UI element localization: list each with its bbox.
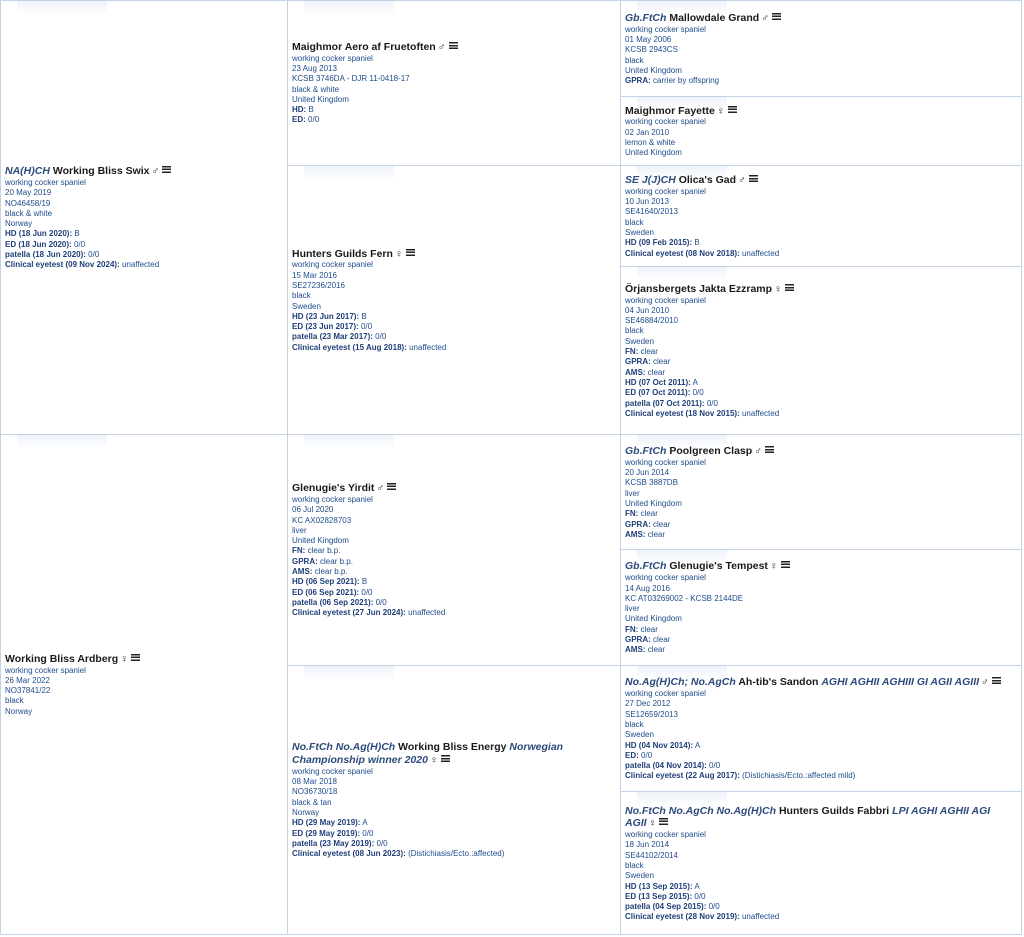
dog-registration: NO46458/19 xyxy=(5,198,51,208)
health-label: Clinical eyetest (18 Nov 2015): xyxy=(625,408,740,418)
dog-titles[interactable]: Gb.FtCh xyxy=(625,11,667,24)
health-label: Clinical eyetest (09 Nov 2024): xyxy=(5,260,120,270)
dog-name-link[interactable]: Mallowdale Grand xyxy=(669,11,760,24)
dog-dam-dam-dam xyxy=(625,805,1017,923)
health-value: B xyxy=(361,311,367,321)
health-value: clear b.p. xyxy=(320,556,353,566)
health-value: unaffected xyxy=(741,408,780,418)
male-icon: ♂ xyxy=(761,11,770,24)
dog-color: black xyxy=(625,326,644,336)
health-label: GPRA: xyxy=(625,357,651,367)
health-value: 0/0 xyxy=(706,398,718,408)
health-label: ED: xyxy=(292,115,306,125)
health-label: AMS: xyxy=(625,645,646,655)
health-value: clear b.p. xyxy=(314,566,348,576)
pedigree-cell-dam-sire-sire xyxy=(621,434,1022,549)
dog-name-link[interactable]: Hunters Guilds Fern xyxy=(292,247,393,260)
female-icon: ♀ xyxy=(429,754,438,767)
health-label: AMS: xyxy=(625,367,646,377)
dog-name-link[interactable]: Working Bliss Energy xyxy=(398,741,507,754)
male-icon: ♂ xyxy=(376,482,385,495)
hamburger-menu-icon[interactable] xyxy=(772,13,781,20)
health-value: clear b.p. xyxy=(307,546,341,556)
dog-country: United Kingdom xyxy=(625,614,682,624)
health-result xyxy=(625,76,1017,86)
dog-color: black xyxy=(5,696,24,706)
female-icon: ♀ xyxy=(716,104,725,117)
health-label: ED (06 Sep 2021): xyxy=(292,587,360,597)
health-result xyxy=(292,567,616,577)
health-result xyxy=(292,115,616,125)
dog-registration: SE41640/2013 xyxy=(625,207,678,217)
dog-title-suffix[interactable]: Norwegian Championship winner 2020 xyxy=(292,741,564,767)
health-value: 0/0 xyxy=(375,597,387,607)
dog-name-link[interactable]: Ah-tib's Sandon xyxy=(738,676,819,689)
health-result xyxy=(292,557,616,567)
dog-birth-date: 08 Mar 2018 xyxy=(292,777,337,787)
health-result xyxy=(625,249,1017,259)
health-result xyxy=(625,902,1017,912)
health-value: A xyxy=(362,818,368,828)
dog-registration: SE12659/2013 xyxy=(625,709,678,719)
dog-country: Norway xyxy=(5,219,33,229)
male-icon: ♂ xyxy=(738,173,746,186)
dog-country: Norway xyxy=(5,706,33,716)
dog-birth-date: 10 Jun 2013 xyxy=(625,197,670,207)
hamburger-menu-icon[interactable] xyxy=(387,483,396,490)
dog-registration: KCSB 3746DA - DJR 11-0418-17 xyxy=(292,74,410,84)
health-value: (Distichiasis/Ecto.:affected) xyxy=(408,849,505,859)
health-value: 0/0 xyxy=(375,332,387,342)
hamburger-menu-icon[interactable] xyxy=(406,249,415,256)
health-value: unaffected xyxy=(408,608,446,618)
health-label: FN: xyxy=(292,546,306,556)
health-label: HD (18 Jun 2020): xyxy=(5,229,73,239)
health-value: 0/0 xyxy=(692,388,704,398)
dog-titles[interactable]: No.FtCh No.AgCh No.Ag(H)Ch xyxy=(625,804,777,817)
hamburger-menu-icon[interactable] xyxy=(162,166,171,173)
health-result xyxy=(292,608,616,618)
dog-country: Sweden xyxy=(292,301,321,311)
hamburger-menu-icon[interactable] xyxy=(749,175,758,182)
health-label: ED: xyxy=(625,750,639,760)
dog-sire-dam xyxy=(292,248,616,353)
dog-title-suffix[interactable]: AGHI AGHII AGHIII GI AGII AGIII xyxy=(821,676,980,689)
health-label: Clinical eyetest (28 Nov 2019): xyxy=(625,912,740,922)
dog-birth-date: 23 Aug 2013 xyxy=(292,64,337,73)
dog-name-link[interactable]: Poolgreen Clasp xyxy=(669,444,753,457)
dog-breed: working cocker spaniel xyxy=(292,260,373,270)
health-result xyxy=(625,409,1017,419)
health-value: clear xyxy=(647,645,666,655)
health-result xyxy=(292,105,616,115)
health-label: patella (06 Sep 2021): xyxy=(292,597,374,607)
dog-dam-sire-sire xyxy=(625,445,1017,540)
dog-color: black & white xyxy=(5,208,53,218)
dog-name-link[interactable]: Working Bliss Swix xyxy=(52,165,150,178)
health-value: 0/0 xyxy=(708,902,720,912)
dog-breed: working cocker spaniel xyxy=(625,24,706,34)
health-value: 0/0 xyxy=(73,239,86,249)
dog-breed: working cocker spaniel xyxy=(292,766,373,776)
pedigree-cell-dam-dam-dam xyxy=(621,792,1022,935)
dog-titles[interactable]: Gb.FtCh xyxy=(625,444,667,457)
dog-titles[interactable]: SE J(J)CH xyxy=(625,173,676,186)
health-value: 0/0 xyxy=(709,761,721,771)
hamburger-menu-icon[interactable] xyxy=(659,818,668,825)
dog-breed: working cocker spaniel xyxy=(5,665,86,675)
health-value: B xyxy=(308,105,314,115)
health-label: HD: xyxy=(292,105,307,115)
health-result xyxy=(625,625,1017,635)
health-result xyxy=(625,751,1017,761)
dog-country: Norway xyxy=(292,808,320,818)
health-label: patella (23 Mar 2017): xyxy=(292,332,373,342)
health-value: carrier by offspring xyxy=(653,76,720,86)
dog-name-link[interactable]: Glenugie's Yirdit xyxy=(292,482,375,495)
dog-sire-sire xyxy=(292,41,616,126)
health-result xyxy=(292,332,616,342)
dog-birth-date: 02 Jan 2010 xyxy=(625,127,670,137)
pedigree-cell-dam xyxy=(1,434,288,934)
dog-registration: SE27236/2016 xyxy=(292,280,345,290)
dog-country: Sweden xyxy=(625,730,654,740)
health-value: 0/0 xyxy=(361,587,373,597)
health-result xyxy=(5,240,283,250)
health-label: ED (18 Jun 2020): xyxy=(5,239,72,249)
health-result xyxy=(292,588,616,598)
health-label: HD (13 Sep 2015): xyxy=(625,881,693,891)
male-icon: ♂ xyxy=(754,444,763,457)
dog-registration: KC AX02828703 xyxy=(292,515,352,525)
dog-breed: working cocker spaniel xyxy=(625,689,706,699)
dog-country: Sweden xyxy=(625,871,654,881)
health-value: clear xyxy=(653,635,671,645)
dog-color: black xyxy=(292,291,311,301)
health-label: HD (04 Nov 2014): xyxy=(625,740,694,750)
health-result xyxy=(292,849,616,859)
dog-sire xyxy=(5,165,283,270)
health-label: HD (29 May 2019): xyxy=(292,818,361,828)
dog-color: liver xyxy=(292,525,307,535)
health-result xyxy=(292,598,616,608)
health-result xyxy=(625,388,1017,398)
health-result xyxy=(625,761,1017,771)
hamburger-menu-icon[interactable] xyxy=(441,755,450,762)
health-result xyxy=(5,229,283,239)
health-value: A xyxy=(694,740,701,750)
health-result xyxy=(292,322,616,332)
health-result xyxy=(625,882,1017,892)
health-value: unaffected xyxy=(409,342,447,352)
dog-name-link[interactable]: Maighmor Aero af Fruetoften xyxy=(292,40,436,53)
dog-color: black xyxy=(625,217,644,227)
dog-sire-sire-dam xyxy=(625,105,1017,159)
health-label: Clinical eyetest (15 Aug 2018): xyxy=(292,342,407,352)
health-label: patella (23 May 2019): xyxy=(292,838,375,848)
health-label: AMS: xyxy=(292,566,313,576)
health-value: clear xyxy=(640,347,658,357)
health-label: FN: xyxy=(625,347,639,357)
health-result xyxy=(5,260,283,270)
health-label: Clinical eyetest (08 Jun 2023): xyxy=(292,849,406,859)
health-label: patella (07 Oct 2011): xyxy=(625,398,705,408)
health-result xyxy=(292,829,616,839)
health-value: A xyxy=(692,377,698,387)
hamburger-menu-icon[interactable] xyxy=(728,106,737,113)
dog-titles[interactable]: Gb.FtCh xyxy=(625,560,667,573)
male-icon: ♂ xyxy=(151,165,160,178)
pedigree-cell-sire xyxy=(1,1,288,435)
hamburger-menu-icon[interactable] xyxy=(449,42,458,49)
dog-color: lemon & white xyxy=(625,137,676,147)
male-icon: ♂ xyxy=(437,40,446,53)
health-label: FN: xyxy=(625,624,639,634)
dog-birth-date: 18 Jun 2014 xyxy=(625,840,670,850)
dog-dam-sire-dam xyxy=(625,560,1017,655)
health-value: 0/0 xyxy=(641,750,653,760)
dog-breed: working cocker spaniel xyxy=(625,117,706,127)
health-value: B xyxy=(694,238,700,248)
dog-registration: NO36730/18 xyxy=(292,787,338,797)
health-label: Clinical eyetest (08 Nov 2018): xyxy=(625,248,740,258)
dog-breed: working cocker spaniel xyxy=(292,53,373,63)
dog-registration: SE44102/2014 xyxy=(625,850,678,860)
dog-titles[interactable]: No.FtCh No.Ag(H)Ch xyxy=(292,741,396,754)
dog-sire-sire-sire xyxy=(625,12,1017,87)
pedigree-cell-sire-sire-sire xyxy=(621,1,1022,97)
health-value: unaffected xyxy=(741,912,780,922)
dog-birth-date: 06 Jul 2020 xyxy=(292,505,334,515)
dog-breed: working cocker spaniel xyxy=(625,186,706,196)
hamburger-menu-icon[interactable] xyxy=(765,446,774,453)
hamburger-menu-icon[interactable] xyxy=(992,677,1001,684)
health-result xyxy=(625,238,1017,248)
health-result xyxy=(292,577,616,587)
dog-country: United Kingdom xyxy=(292,94,349,104)
health-value: B xyxy=(74,229,80,239)
pedigree-cell-dam-sire xyxy=(288,434,621,665)
dog-country: United Kingdom xyxy=(625,498,682,508)
dog-name-link[interactable]: Glenugie's Tempest xyxy=(669,560,768,573)
health-result xyxy=(625,378,1017,388)
dog-breed: working cocker spaniel xyxy=(625,573,706,583)
health-result xyxy=(625,347,1017,357)
health-result xyxy=(625,635,1017,645)
health-value: 0/0 xyxy=(88,250,100,260)
dog-breed: working cocker spaniel xyxy=(625,830,706,840)
health-result xyxy=(625,357,1017,367)
health-label: HD (07 Oct 2011): xyxy=(625,377,691,387)
health-result xyxy=(292,839,616,849)
health-value: 0/0 xyxy=(362,828,374,838)
pedigree-cell-sire-sire-dam xyxy=(621,97,1022,165)
pedigree-cell-dam-dam xyxy=(288,665,621,934)
dog-color: black xyxy=(625,720,644,729)
health-result xyxy=(625,645,1017,655)
dog-dam xyxy=(5,653,283,717)
health-label: GPRA: xyxy=(292,556,318,566)
pedigree-cell-sire-dam-dam xyxy=(621,267,1022,435)
health-value: 0/0 xyxy=(360,322,373,332)
dog-birth-date: 20 Jun 2014 xyxy=(625,468,670,478)
health-value: (Distichiasis/Ecto.:affected mild) xyxy=(742,771,856,781)
pedigree-cell-sire-dam-sire xyxy=(621,165,1022,266)
health-value: 0/0 xyxy=(694,891,706,901)
health-result xyxy=(625,912,1017,922)
health-label: ED (07 Oct 2011): xyxy=(625,388,691,398)
dog-color: black xyxy=(625,861,644,870)
health-result xyxy=(625,892,1017,902)
dog-birth-date: 04 Jun 2010 xyxy=(625,305,670,315)
health-value: clear xyxy=(640,509,658,519)
dog-dam-dam xyxy=(292,741,616,859)
health-label: HD (23 Jun 2017): xyxy=(292,311,360,321)
health-label: ED (23 Jun 2017): xyxy=(292,322,359,332)
health-value: B xyxy=(361,577,368,587)
health-label: Clinical eyetest (22 Aug 2017): xyxy=(625,771,740,781)
health-value: clear xyxy=(647,367,666,377)
health-value: clear xyxy=(640,624,658,634)
dog-registration: SE46884/2010 xyxy=(625,316,678,326)
health-label: Clinical eyetest (27 Jun 2024): xyxy=(292,608,406,618)
health-value: A xyxy=(694,881,700,891)
female-icon: ♀ xyxy=(769,560,778,573)
health-label: FN: xyxy=(625,509,639,519)
dog-birth-date: 20 May 2019 xyxy=(5,188,52,198)
dog-titles[interactable]: NA(H)CH xyxy=(5,165,50,178)
health-label: ED (13 Sep 2015): xyxy=(625,891,693,901)
health-result xyxy=(625,741,1017,751)
female-icon: ♀ xyxy=(394,247,403,260)
health-label: HD (06 Sep 2021): xyxy=(292,577,360,587)
dog-titles[interactable]: No.Ag(H)Ch; No.AgCh xyxy=(625,676,736,689)
health-label: patella (04 Sep 2015): xyxy=(625,902,707,912)
health-label: HD (09 Feb 2015): xyxy=(625,238,693,248)
dog-name-link[interactable]: Olica's Gad xyxy=(678,173,737,186)
dog-birth-date: 27 Dec 2012 xyxy=(625,699,671,709)
dog-dam-sire xyxy=(292,482,616,618)
male-icon: ♂ xyxy=(981,676,989,689)
hamburger-menu-icon[interactable] xyxy=(131,654,140,661)
dog-color: black xyxy=(625,55,644,65)
hamburger-menu-icon[interactable] xyxy=(781,561,790,568)
health-label: AMS: xyxy=(625,529,646,539)
dog-country: Sweden xyxy=(625,336,654,346)
female-icon: ♀ xyxy=(648,817,657,830)
pedigree-cell-sire-dam xyxy=(288,165,621,434)
dog-birth-date: 15 Mar 2016 xyxy=(292,270,337,280)
dog-dam-dam-sire xyxy=(625,676,1017,781)
health-label: GPRA: xyxy=(625,519,651,529)
health-value: clear xyxy=(647,529,666,539)
dog-title-suffix[interactable]: LPI AGHI AGHII AGI AGII xyxy=(625,804,991,830)
health-result xyxy=(292,312,616,322)
hamburger-menu-icon[interactable] xyxy=(785,284,794,291)
health-label: GPRA: xyxy=(625,635,651,645)
health-result xyxy=(292,343,616,353)
dog-birth-date: 14 Aug 2016 xyxy=(625,583,670,593)
pedigree-cell-dam-sire-dam xyxy=(621,550,1022,665)
health-label: patella (18 Jun 2020): xyxy=(5,250,86,260)
health-value: unaffected xyxy=(741,248,780,258)
dog-registration: KCSB 2943CS xyxy=(625,45,678,55)
health-value: 0/0 xyxy=(308,115,320,125)
health-label: ED (29 May 2019): xyxy=(292,828,361,838)
dog-country: Sweden xyxy=(625,227,654,237)
health-result xyxy=(625,520,1017,530)
health-result xyxy=(625,509,1017,519)
pedigree-cell-dam-dam-sire xyxy=(621,665,1022,792)
dog-name-link[interactable]: Hunters Guilds Fabbri xyxy=(778,804,890,817)
dog-registration: KC AT03269002 - KCSB 2144DE xyxy=(625,593,744,603)
dog-registration: KCSB 3887DB xyxy=(625,478,678,488)
dog-registration: NO37841/22 xyxy=(5,686,51,696)
female-icon: ♀ xyxy=(120,652,129,665)
dog-breed: working cocker spaniel xyxy=(625,457,706,467)
health-value: clear xyxy=(653,357,671,367)
health-result xyxy=(292,546,616,556)
health-value: unaffected xyxy=(121,260,160,270)
dog-country: United Kingdom xyxy=(625,65,682,75)
dog-color: liver xyxy=(625,604,640,614)
dog-breed: working cocker spaniel xyxy=(625,295,706,305)
dog-breed: working cocker spaniel xyxy=(5,177,86,187)
health-result xyxy=(625,368,1017,378)
health-result xyxy=(5,250,283,260)
dog-color: black & white xyxy=(292,84,340,94)
dog-color: liver xyxy=(625,488,640,498)
dog-name-link[interactable]: Örjansbergets Jakta Ezzramp xyxy=(625,282,773,295)
dog-name-link[interactable]: Working Bliss Ardberg xyxy=(5,652,119,665)
dog-birth-date: 01 May 2006 xyxy=(625,35,672,44)
health-value: 0/0 xyxy=(376,838,388,848)
dog-country: United Kingdom xyxy=(292,536,349,546)
dog-color: black & tan xyxy=(292,797,332,807)
health-result xyxy=(625,399,1017,409)
health-label: patella (04 Nov 2014): xyxy=(625,761,707,771)
pedigree-cell-sire-sire xyxy=(288,1,621,166)
dog-sire-dam-dam xyxy=(625,283,1017,419)
dog-breed: working cocker spaniel xyxy=(292,494,373,504)
health-result xyxy=(625,771,1017,781)
dog-sire-dam-sire xyxy=(625,174,1017,259)
health-result xyxy=(625,530,1017,540)
female-icon: ♀ xyxy=(774,282,782,295)
dog-country: United Kingdom xyxy=(625,148,682,158)
health-label: GPRA: xyxy=(625,76,651,86)
health-value: clear xyxy=(653,519,671,529)
dog-birth-date: 26 Mar 2022 xyxy=(5,675,50,685)
health-result xyxy=(292,818,616,828)
dog-name-link[interactable]: Maighmor Fayette xyxy=(625,104,715,117)
